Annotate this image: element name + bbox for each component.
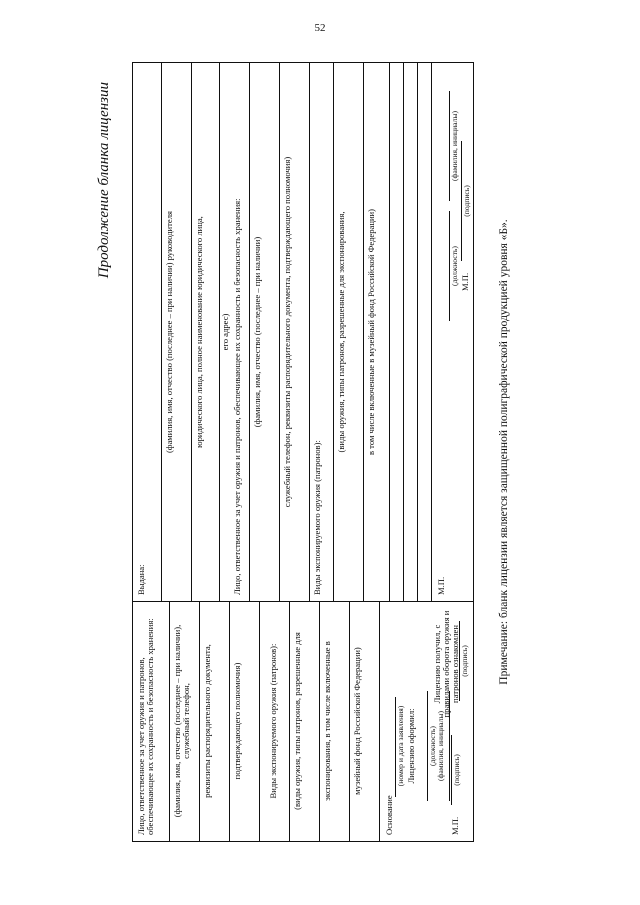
main-line <box>309 63 310 601</box>
stub-expo-caption: экспонирования, в том числе включенные в <box>322 641 332 801</box>
stub-sign-caption-2: (подпись) <box>460 645 469 677</box>
stub-name-caption: (фамилия, инициалы) <box>436 711 445 782</box>
stub-doc-caption: реквизиты распорядительного документа, <box>202 644 212 798</box>
main-head-caption: (фамилия, имя, отчество (последнее – при наличии) руководителя <box>164 211 174 453</box>
stub-position-caption: (должность) <box>428 726 437 766</box>
main-mp: М.П. <box>436 576 446 595</box>
main-person-label: Лицо, ответственное за учет оружия и патронов, обеспечивающее их сохранность и безопасность хранения: <box>232 198 242 595</box>
main-line <box>191 63 192 601</box>
form-heading: Продолжение бланка лицензии <box>96 82 112 279</box>
stub-line <box>169 601 170 841</box>
main-issued-label: Выдана: <box>136 564 146 595</box>
main-line <box>333 63 334 601</box>
license-main-column <box>133 63 473 601</box>
main-name-caption: (фамилия, инициалы) <box>450 111 459 182</box>
stub-mp: М.П. <box>450 816 460 835</box>
stub-person-label: Лицо, ответственное за учет оружия и патронов, обеспечивающее их сохранность и безопасность хранения: <box>136 618 156 835</box>
stub-fio-caption: (фамилия, имя, отчество (последнее – при наличии), служебный телефон, <box>172 624 192 818</box>
license-table <box>132 62 474 842</box>
stub-museum-caption: музейный фонд Российской Федерации) <box>352 647 362 795</box>
license-stub-column <box>133 601 473 841</box>
main-sign-caption: (подпись) <box>462 185 471 217</box>
main-line <box>403 63 404 601</box>
stub-line <box>289 601 290 841</box>
form-note: Примечание: бланк лицензии является защищенной полиграфической продукцией уровня «Б». <box>498 219 510 685</box>
main-line <box>389 63 390 601</box>
stub-types-caption: (виды оружия, типы патронов, разрешенные для <box>292 632 302 810</box>
main-line <box>363 63 364 601</box>
main-fio-caption: (фамилия, имя, отчество (последнее – при наличии) <box>252 236 262 428</box>
stub-line <box>349 601 350 841</box>
page-number: 52 <box>314 22 326 34</box>
main-addr-caption: его адрес) <box>220 313 230 351</box>
stub-received-text: Лицензию получил, с правилами оборота оружия и патронов ознакомлен <box>432 610 461 718</box>
stub-line <box>229 601 230 841</box>
stub-issued-by: Лицензию оформил: <box>406 708 416 784</box>
stub-line <box>199 601 200 841</box>
main-line <box>249 63 250 601</box>
main-weapons-label: Виды экспонируемого оружия (патронов): <box>312 440 322 595</box>
main-museum-caption: в том числе включенные в музейный фонд Российской Федерации) <box>366 208 376 456</box>
main-line <box>417 63 418 601</box>
main-types-caption: (виды оружия, типы патронов, разрешенные для экспонирования, <box>336 211 346 453</box>
stub-auth-caption: подтверждающего полномочия) <box>232 662 242 780</box>
stub-app-caption: (номер и дата заявления) <box>396 705 405 787</box>
main-org-caption: юридического лица, полное наименование юридического лица, <box>194 216 204 448</box>
license-form-sheet <box>96 62 536 842</box>
stub-basis-label: Основание <box>384 795 394 835</box>
stub-sign-caption: (подпись) <box>452 754 461 786</box>
stub-weapons-label: Виды экспонируемого оружия (патронов): <box>268 643 278 799</box>
main-line <box>279 63 280 601</box>
main-position-caption: (должность) <box>450 246 459 286</box>
stub-line <box>319 601 320 841</box>
stub-line <box>259 601 260 841</box>
stub-line <box>379 601 380 841</box>
main-line <box>431 63 432 601</box>
main-phone-caption: служебный телефон, реквизиты распорядительного документа, подтверждающего полномочия) <box>282 156 292 508</box>
main-mp-2: М.П. <box>460 272 470 291</box>
main-line <box>161 63 162 601</box>
